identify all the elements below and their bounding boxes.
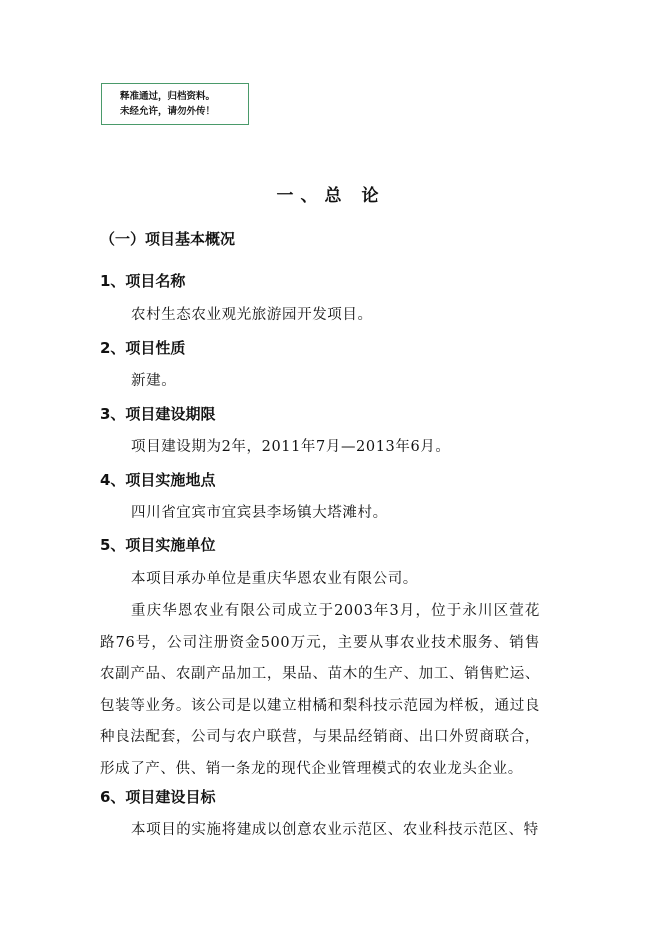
item-heading-3: 3、项目建设期限 bbox=[100, 405, 216, 423]
item-paragraph-3: 项目建设期为2年，2011年7月—2013年6月。 bbox=[131, 439, 451, 455]
item-heading-1: 1、项目名称 bbox=[100, 272, 186, 290]
item-paragraph-4: 四川省宜宾市宜宾县李场镇大塔滩村。 bbox=[131, 505, 388, 521]
section-title: （一）项目基本概况 bbox=[100, 230, 236, 248]
item-heading-6: 6、项目建设目标 bbox=[100, 788, 216, 806]
item-paragraph-2: 新建。 bbox=[131, 373, 177, 389]
chapter-title: 一、总 论 bbox=[276, 186, 386, 206]
item-paragraph-1: 农村生态农业观光旅游园开发项目。 bbox=[131, 307, 373, 323]
item-paragraph-6: 本项目的实施将建成以创意农业示范区、农业科技示范区、特 bbox=[131, 822, 539, 838]
item-heading-5: 5、项目实施单位 bbox=[100, 536, 216, 554]
item-heading-4: 4、项目实施地点 bbox=[100, 471, 216, 489]
confidential-stamp bbox=[101, 83, 249, 125]
item-heading-2: 2、项目性质 bbox=[100, 339, 186, 357]
item-paragraph-5a: 本项目承办单位是重庆华恩农业有限公司。 bbox=[131, 571, 418, 587]
stamp-line-1: 释准通过，归档资料。 bbox=[120, 91, 216, 102]
item-paragraph-5b: 重庆华恩农业有限公司成立于2003年3月，位于永川区萱花路76号，公司注册资金500万元，主要从事农业技术服务、销售农副产品、农副产品加工，果品、苗木的生产、加工、销售贮运、包装等业务。该公司是以建立柑橘和梨科技示范园为样板，通过良种良法配套，公司与农户联营，与果品经销商、出口外贸商联合，形成了产、供、销一条龙的现代企业管理模式的农业龙头企业。 bbox=[100, 603, 540, 777]
stamp-line-2: 未经允许，请勿外传！ bbox=[120, 106, 216, 117]
